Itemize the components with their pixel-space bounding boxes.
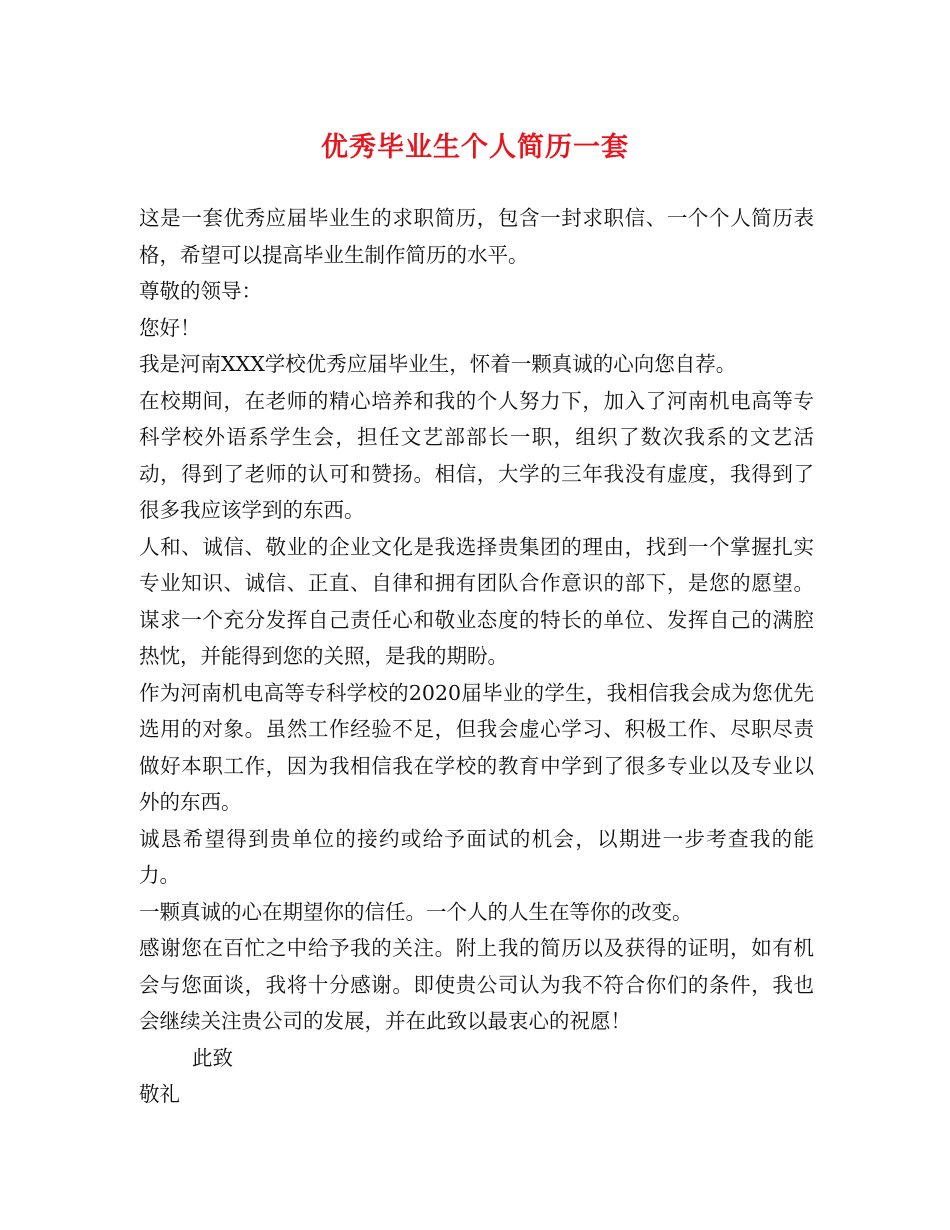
letter-body [139, 200, 814, 1113]
interview-request-paragraph: 诚恳希望得到贵单位的接约或给予面试的机会，以期进一步考查我的能力。 [139, 826, 814, 887]
closing-cizhi: 此致 [192, 1045, 233, 1070]
salutation: 尊敬的领导： [139, 279, 262, 303]
intro-paragraph: 这是一套优秀应届毕业生的求职简历，包含一封求职信、一个个人简历表格，希望可以提高毕业生制作简历的水平。 [139, 206, 814, 267]
closing-jingli: 敬礼 [139, 1082, 180, 1106]
document-title: 优秀毕业生个人简历一套 [321, 132, 629, 163]
school-experience-paragraph: 在校期间，在老师的精心培养和我的个人努力下，加入了河南机电高等专科学校外语系学生会，担任文艺部部长一职，组织了数次我系的文艺活动，得到了老师的认可和赞扬。相信，大学的三年我没有虚度，我得到了很多我应该学到的东西。 [139, 388, 814, 522]
graduate-candidate-paragraph: 作为河南机电高等专科学校的2020届毕业的学生，我相信我会成为您优先选用的对象。虽然工作经验不足，但我会虚心学习、积极工作、尽职尽责做好本职工作，因为我相信我在学校的教育中学到了很多专业以及专业以外的东西。 [139, 680, 814, 814]
thanks-paragraph: 感谢您在百忙之中给予我的关注。附上我的简历以及获得的证明，如有机会与您面谈，我将十分感谢。即使贵公司认为我不符合你们的条件，我也会继续关注贵公司的发展，并在此致以最衷心的祝愿！ [139, 936, 814, 1033]
sincere-heart-paragraph: 一颗真诚的心在期望你的信任。一个人的人生在等你的改变。 [139, 899, 693, 924]
greeting: 您好！ [139, 315, 201, 340]
self-introduction-paragraph: 我是河南XXX学校优秀应届毕业生，怀着一颗真诚的心向您自荐。 [139, 352, 737, 376]
company-culture-paragraph: 人和、诚信、敬业的企业文化是我选择贵集团的理由，找到一个掌握扎实专业知识、诚信、正直、自律和拥有团队合作意识的部下，是您的愿望。谋求一个充分发挥自己责任心和敬业态度的特长的单位、发挥自己的满腔热忱，并能得到您的关照，是我的期盼。 [139, 534, 814, 668]
